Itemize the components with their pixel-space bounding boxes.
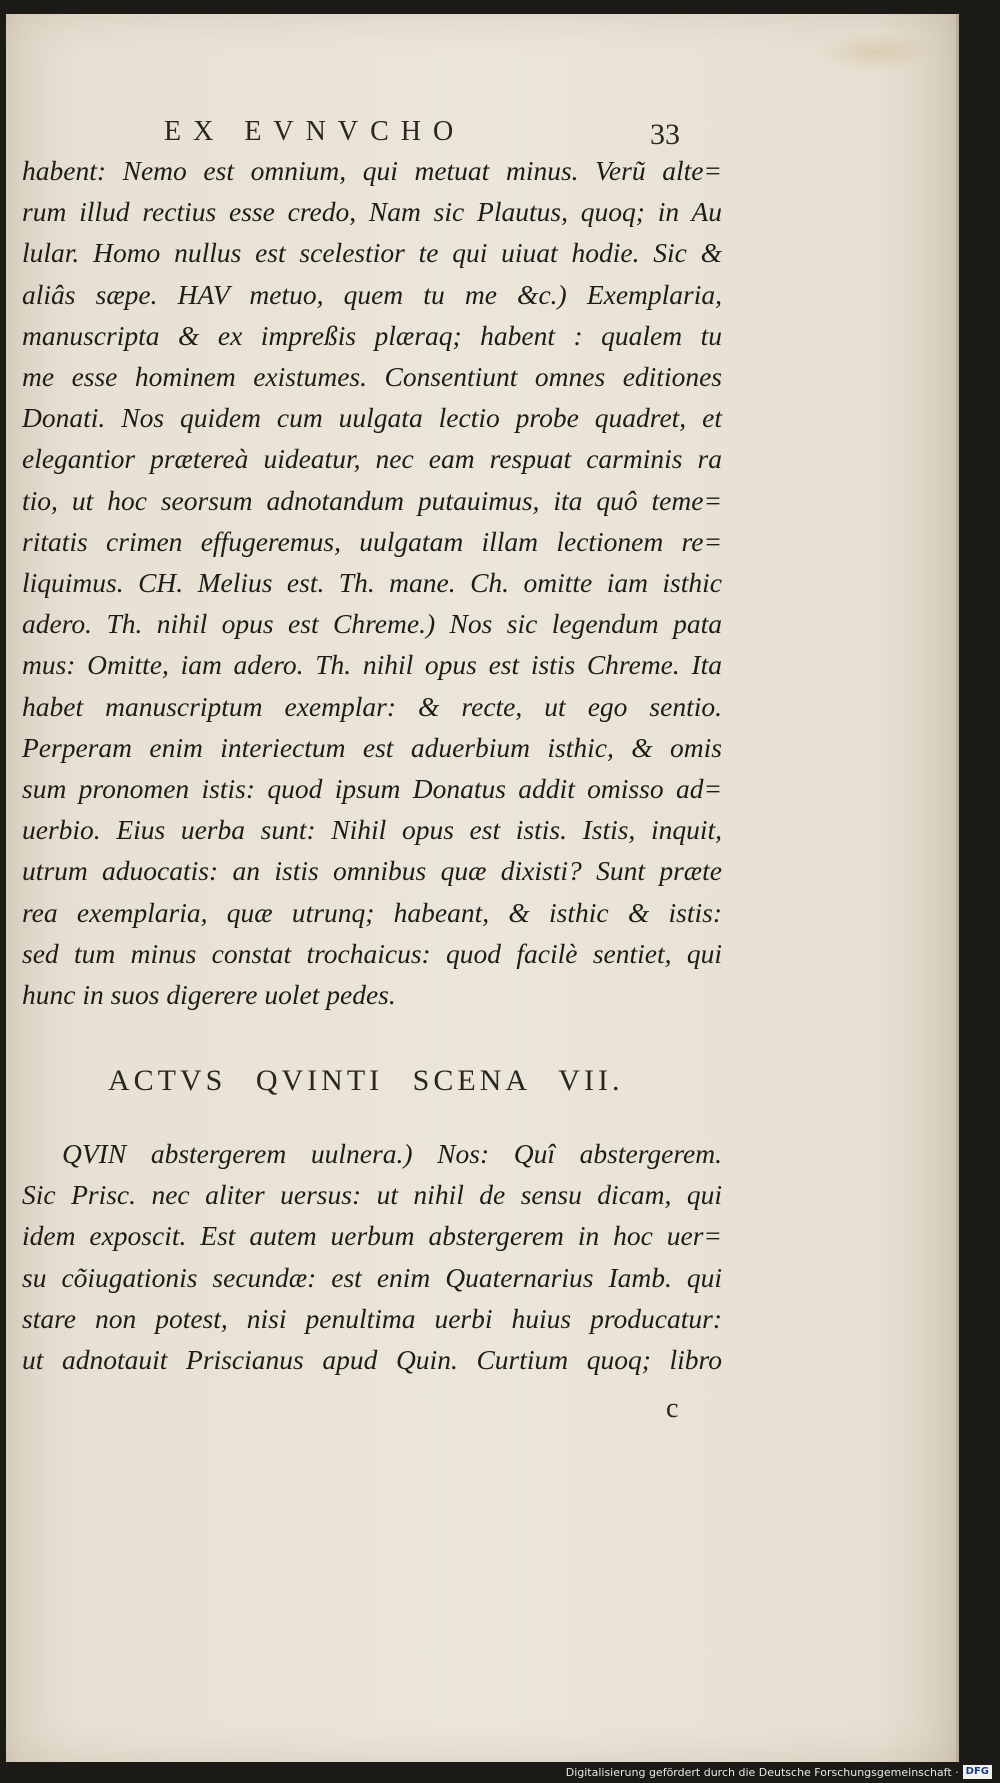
page-number: 33: [650, 118, 680, 151]
text-line: adero. Th. nihil opus est Chreme.) Nos sic legendum pata: [22, 608, 722, 640]
text-line: tio, ut hoc seorsum adnotandum putauimus, ita quô teme=: [22, 484, 722, 516]
commentary-paragraph-1: [22, 150, 722, 1015]
text-line: elegantior prætereà uideatur, nec eam respuat carminis ra: [22, 443, 722, 475]
footer-text: Digitalisierung gefördert durch die Deutsche Forschungsgemeinschaft: [565, 1765, 952, 1779]
signature-mark: c: [666, 1393, 679, 1424]
text-line: stare non potest, nisi penultima uerbi huius producatur:: [22, 1302, 722, 1334]
text-line: utrum aduocatis: an istis omnibus quæ dixisti? Sunt præte: [22, 855, 722, 887]
text-line: habent: Nemo est omnium, qui metuat minus. Verũ alte=: [22, 155, 722, 186]
text-line: sed tum minus constat trochaicus: quod facilè sentiet, qui: [22, 937, 722, 969]
text-line: rum illud rectius esse credo, Nam sic Plautus, quoq; in Au: [22, 196, 722, 228]
text-line: mus: Omitte, iam adero. Th. nihil opus est istis Chreme. Ita: [22, 649, 722, 681]
section-heading: ACTVS QVINTI SCENA VII.: [108, 1064, 624, 1097]
digitization-footer: Digitalisierung gefördert durch die Deutsche Forschungsgemeinschaft · DFG: [566, 1763, 992, 1781]
text-line: ritatis crimen effugeremus, uulgatam illam lectionem re=: [22, 525, 722, 557]
text-line: me esse hominem existumes. Consentiunt omnes editiones: [22, 361, 722, 393]
text-line: aliâs sæpe. HAV metuo, quem tu me &c.) Exemplaria,: [22, 278, 722, 310]
running-head: EX EVNVCHO: [164, 116, 466, 147]
text-line: idem exposcit. Est autem uerbum abstergerem in hoc uer=: [22, 1220, 722, 1252]
commentary-paragraph-2: [22, 1133, 722, 1380]
text-line: uerbio. Eius uerba sunt: Nihil opus est istis. Istis, inquit,: [22, 814, 722, 846]
text-line: hunc in suos digerere uolet pedes.: [22, 979, 396, 1011]
text-line: sum pronomen istis: quod ipsum Donatus addit omisso ad=: [22, 773, 722, 805]
text-line: habet manuscriptum exemplar: & recte, ut ego sentio.: [22, 690, 722, 722]
text-line: liquimus. CH. Melius est. Th. mane. Ch. omitte iam isthic: [22, 567, 722, 599]
text-line: Sic Prisc. nec aliter uersus: ut nihil de sensu dicam, qui: [22, 1179, 722, 1211]
text-line: ut adnotauit Priscianus apud Quin. Curtium quoq; libro: [22, 1344, 722, 1376]
text-line: QVIN abstergerem uulnera.) Nos: Quî abstergerem.: [62, 1138, 722, 1169]
text-line: Donati. Nos quidem cum uulgata lectio probe quadret, et: [22, 402, 722, 434]
text-line: Perperam enim interiectum est aduerbium isthic, & omis: [22, 731, 722, 763]
text-line: lular. Homo nullus est scelestior te qui uiuat hodie. Sic &: [22, 237, 722, 269]
text-line: manuscripta & ex impreßis plæraq; habent : qualem tu: [22, 319, 722, 351]
text-line: rea exemplaria, quæ utrunq; habeant, & isthic & istis:: [22, 896, 722, 928]
dfg-logo-icon: DFG: [963, 1765, 992, 1779]
text-line: su cõiugationis secundæ: est enim Quaternarius Iamb. qui: [22, 1261, 722, 1293]
paper-stain: [816, 32, 936, 72]
